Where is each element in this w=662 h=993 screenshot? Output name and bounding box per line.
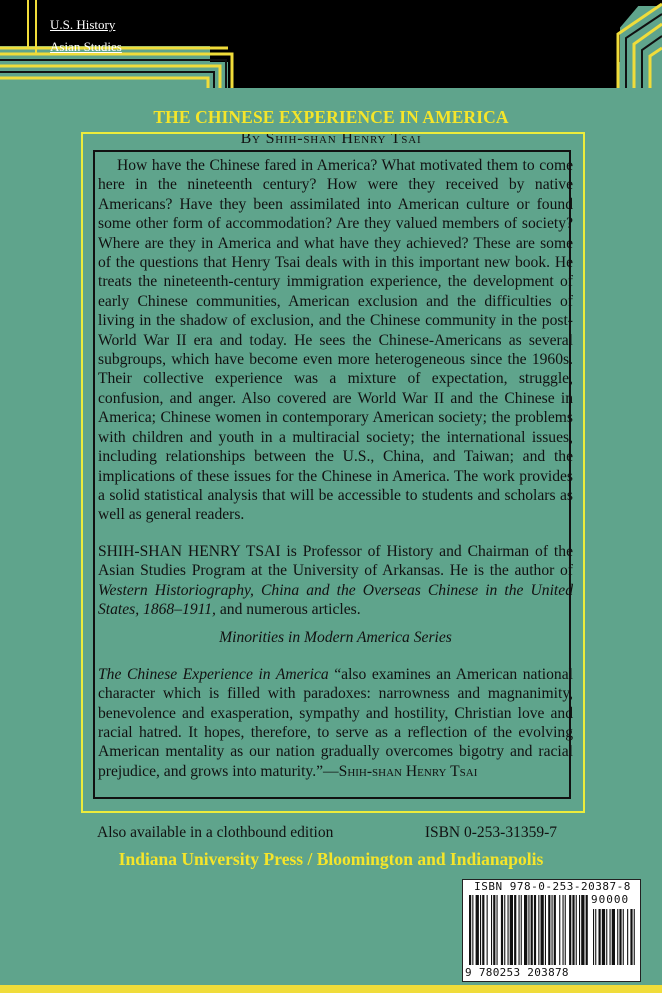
blurb-text	[98, 156, 573, 781]
barcode-bar	[534, 895, 536, 965]
book-author: By Shih-shan Henry Tsai	[240, 130, 422, 147]
barcode-isbn-label: ISBN 978-0-253-20387-8	[474, 880, 631, 893]
barcode-addon-bar	[606, 909, 607, 965]
barcode-addon-bar	[623, 909, 624, 965]
barcode-bar	[572, 895, 574, 965]
barcode-bar	[559, 895, 560, 965]
barcode-bar	[480, 895, 481, 965]
barcode-bar	[541, 895, 544, 965]
barcode-addon-bar	[634, 909, 635, 965]
subject-us-history: U.S. History	[50, 17, 116, 32]
quote-text: “also examines an American national character which is filled with paradoxes: narrowness and magnanimity, benevolence and exasperation, sympathy and hostility, Christian love and racial hatred. It hopes, therefore, to serve as a reflection of the evolving American mentality as our nation gradually overcomes bigotry and racial prejudice, and grows into maturity.”—	[98, 665, 573, 780]
barcode-bar	[586, 895, 588, 965]
barcode-addon-bar	[599, 909, 601, 965]
book-title: THE CHINESE EXPERIENCE IN AMERICA	[153, 107, 509, 127]
barcode-bar	[576, 895, 577, 965]
quote-attribution: Shih-shan Henry Tsai	[338, 762, 478, 780]
bio-intro: SHIH-SHAN HENRY TSAI is Professor of History and Chairman of the Asian Studies Program at the University of Arkansas. He is the author of	[98, 542, 573, 580]
barcode-bar	[476, 895, 479, 965]
subject-categories	[50, 14, 122, 58]
barcode-addon-bar	[627, 909, 628, 965]
barcode-addon-bar	[610, 909, 611, 965]
barcode-bar	[493, 895, 495, 965]
barcode-addon-bar	[612, 909, 615, 965]
barcode-bar	[491, 895, 492, 965]
barcode-bar	[487, 895, 488, 965]
series-name: Minorities in Modern America Series	[219, 629, 452, 647]
barcode-addon-bar	[593, 909, 594, 965]
barcode-bar	[528, 895, 529, 965]
subject-asian-studies: Asian Studies	[50, 39, 122, 54]
bottom-stripe	[0, 985, 662, 993]
barcode-bar	[508, 895, 509, 965]
barcode-bar	[504, 895, 505, 965]
barcode-bar	[510, 895, 513, 965]
isbn-number: ISBN 0-253-31359-7	[424, 824, 557, 841]
bio-works: Western Historiography, China and the Overseas Chinese in the United States, 1868–1911,	[98, 581, 573, 618]
bio-outro: and numerous articles.	[215, 600, 361, 618]
barcode-bar	[548, 895, 550, 965]
barcode-bars	[465, 895, 639, 967]
barcode-bar	[569, 895, 571, 965]
author-quote	[98, 665, 573, 781]
barcode-number: 9 780253 203878	[465, 966, 569, 979]
barcode-bar	[565, 895, 566, 965]
barcode-bar	[538, 895, 539, 965]
barcode-bar	[514, 895, 516, 965]
clothbound-note: Also available in a clothbound edition	[97, 824, 334, 841]
barcode-bar	[521, 895, 522, 965]
quote-book-title: The Chinese Experience in America	[98, 665, 329, 683]
barcode-bar	[531, 895, 533, 965]
barcode-addon-bar	[630, 909, 632, 965]
publisher-line: Indiana University Press / Bloomington and Indianapolis	[118, 849, 544, 869]
barcode-bar	[482, 895, 484, 965]
barcode-bar	[545, 895, 546, 965]
barcode-bar	[563, 895, 564, 965]
barcode-addon-bar	[602, 909, 605, 965]
barcode-bar	[501, 895, 503, 965]
barcode-bar	[472, 895, 473, 965]
barcode-bar	[519, 895, 520, 965]
barcode-addon-bar	[617, 909, 618, 965]
barcode-bar	[579, 895, 580, 965]
barcode-addon-bar	[619, 909, 621, 965]
barcode-bar	[497, 895, 498, 965]
barcode-bar	[552, 895, 553, 965]
author-bio	[98, 542, 573, 620]
barcode-bar	[524, 895, 527, 965]
barcode-bar	[469, 895, 471, 965]
barcode-addon-bar	[595, 909, 596, 965]
description-paragraph: How have the Chinese fared in America? What motivated them to come here in the nineteenth century? How were they received by native Americans? Have they been assimilated into American culture or found some other form of accommodation? Are they valued members of society? Where are they in America and what have they achieved? These are some of the questions that Henry Tsai deals with in this important new book. He treats the nineteenth-century immigration experience, the development of early Chinese communities, American exclusion and the difficulties of living in the shadow of exclusion, and the Chinese community in the post-World War II era and today. He sees the Chinese-Americans as several subgroups, which have become even more heterogeneous since the 1960s. Their collective experience was a mixture of expectation, struggle, confusion, and anger. Also covered are World War II and the Chinese in America; Chinese women in contemporary American society; the problems with children and youth in a multiracial society; the international issues, including relationships between the U.S., China, and Taiwan; and the implications of these issues for the Chinese in America. The work provides a solid statistical analysis that will be accessible to students and scholars as well as general readers.	[98, 157, 573, 524]
barcode-addon-number: 90000	[591, 893, 630, 906]
barcode-bar	[581, 895, 584, 965]
barcode-bar	[554, 895, 556, 965]
